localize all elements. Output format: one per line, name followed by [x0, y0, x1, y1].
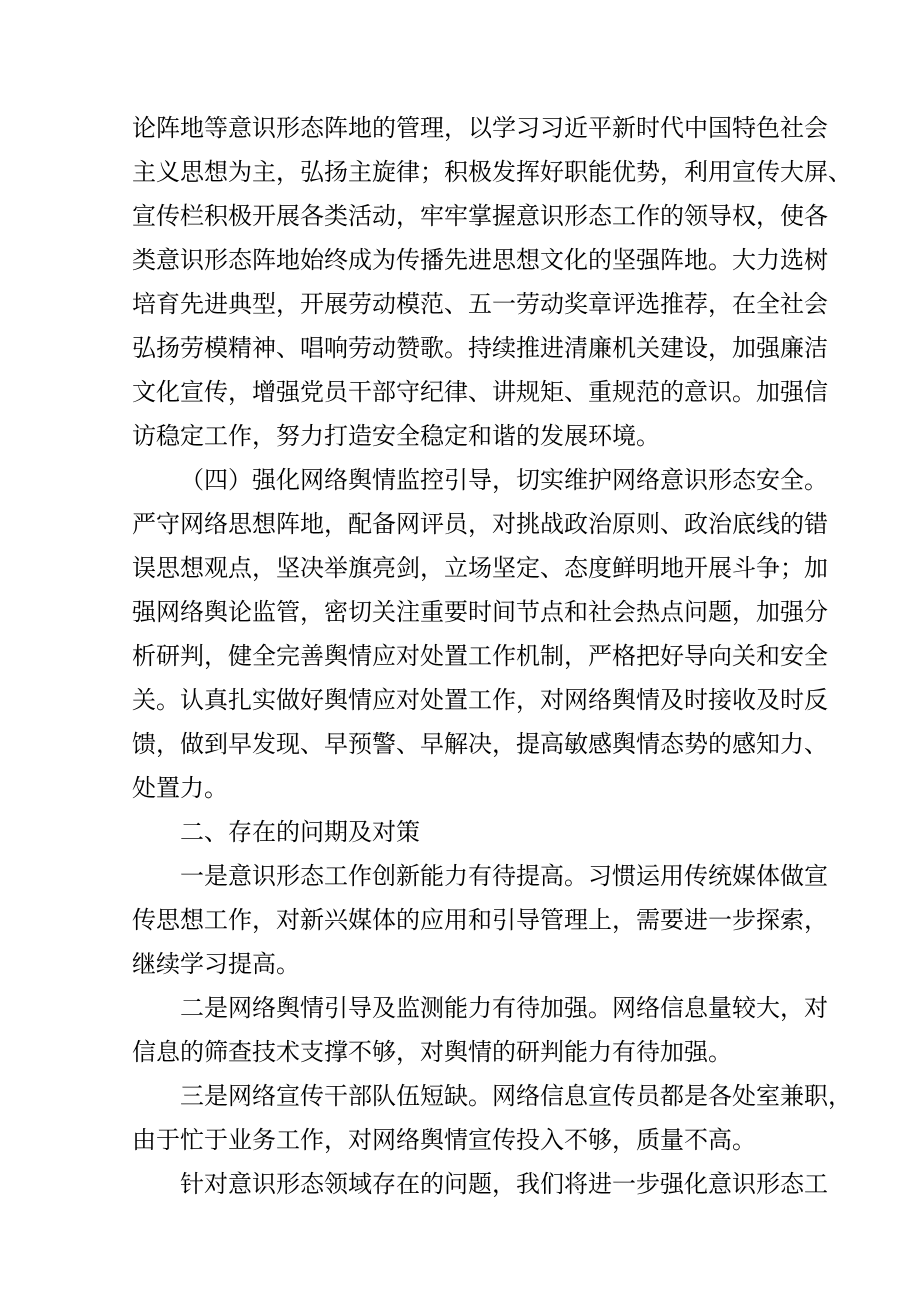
text-line: 传思想工作，对新兴媒体的应用和引导管理上，需要进一步探索，	[132, 906, 828, 934]
text-line: 论阵地等意识形态阵地的管理，以学习习近平新时代中国特色社会	[132, 114, 828, 142]
text-line: 馈，做到早发现、早预警、早解决，提高敏感舆情态势的感知力、	[132, 730, 828, 758]
paragraph-first-line: 二是网络舆情引导及监测能力有待加强。网络信息量较大，对	[180, 994, 828, 1022]
text-line: 宣传栏积极开展各类活动，牢牢掌握意识形态工作的领导权，使各	[132, 202, 828, 230]
text-line: 访稳定工作，努力打造安全稳定和谐的发展环境。	[132, 422, 660, 450]
text-line: 弘扬劳模精神、唱响劳动赞歌。持续推进清廉机关建设，加强廉洁	[132, 334, 828, 362]
paragraph-first-line: 针对意识形态领域存在的问题，我们将进一步强化意识形态工	[180, 1170, 828, 1198]
text-line: 处置力。	[132, 774, 228, 802]
text-line: 培育先进典型，开展劳动模范、五一劳动奖章评选推荐，在全社会	[132, 290, 828, 318]
section-heading: 二、存在的问期及对策	[180, 818, 420, 846]
text-line: 析研判，健全完善舆情应对处置工作机制，严格把好导向关和安全	[132, 642, 828, 670]
text-line: 关。认真扎实做好舆情应对处置工作，对网络舆情及时接收及时反	[132, 686, 828, 714]
text-line: 误思想观点，坚决举旗亮剑，立场坚定、态度鲜明地开展斗争；加	[132, 554, 828, 582]
paragraph-first-line: 一是意识形态工作创新能力有待提高。习惯运用传统媒体做宣	[180, 862, 828, 890]
text-line: 由于忙于业务工作，对网络舆情宣传投入不够，质量不高。	[132, 1126, 756, 1154]
text-line: 信息的筛查技术支撑不够，对舆情的研判能力有待加强。	[132, 1038, 732, 1066]
text-line: 严守网络思想阵地，配备网评员，对挑战政治原则、政治底线的错	[132, 510, 828, 538]
text-line: 强网络舆论监管，密切关注重要时间节点和社会热点问题，加强分	[132, 598, 828, 626]
paragraph-first-line: 三是网络宣传干部队伍短缺。网络信息宣传员都是各处室兼职，	[180, 1082, 852, 1110]
text-line: 继续学习提高。	[132, 950, 300, 978]
text-line: 文化宣传，增强党员干部守纪律、讲规矩、重规范的意识。加强信	[132, 378, 828, 406]
text-line: 主义思想为主，弘扬主旋律；积极发挥好职能优势，利用宣传大屏、	[132, 158, 852, 186]
text-line: 类意识形态阵地始终成为传播先进思想文化的坚强阵地。大力选树	[132, 246, 828, 274]
section-heading: （四）强化网络舆情监控引导，切实维护网络意识形态安全。	[180, 466, 828, 494]
